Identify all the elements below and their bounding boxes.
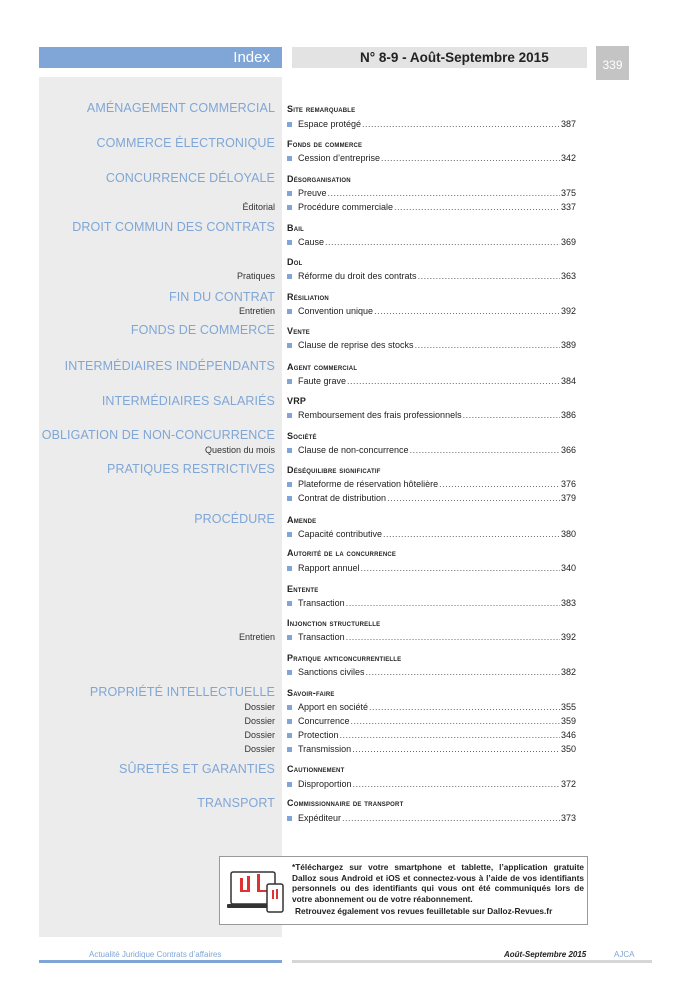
bullet-icon bbox=[287, 309, 292, 314]
promo-link-text: Retrouvez également vos revues feuilletable sur Dalloz-Revues.fr bbox=[295, 906, 553, 916]
index-entry bbox=[287, 714, 576, 728]
entry-page: 366 bbox=[560, 445, 576, 455]
dot-leader bbox=[366, 665, 560, 679]
index-entry bbox=[287, 742, 576, 756]
section-pratique-anticoncurrentielle: Pratique anticoncurrentielle bbox=[287, 653, 402, 663]
category-procedure: PROCÉDURE bbox=[194, 512, 275, 526]
dot-leader bbox=[347, 374, 560, 388]
index-entry bbox=[287, 700, 576, 714]
entry-text: Disproportion bbox=[298, 779, 352, 789]
entry-page: 392 bbox=[560, 306, 576, 316]
section-entente: Entente bbox=[287, 584, 319, 594]
index-entry bbox=[287, 527, 576, 541]
section-cautionnement: Cautionnement bbox=[287, 764, 345, 774]
dot-leader bbox=[361, 561, 560, 575]
bullet-icon bbox=[287, 482, 292, 487]
index-entry bbox=[287, 235, 576, 249]
bullet-icon bbox=[287, 379, 292, 384]
bullet-icon bbox=[287, 496, 292, 501]
category-obligation-non-concurrence: OBLIGATION DE NON-CONCURRENCE bbox=[41, 428, 275, 442]
bullet-icon bbox=[287, 566, 292, 571]
bullet-icon bbox=[287, 413, 292, 418]
entry-text: Cession d’entreprise bbox=[298, 153, 381, 163]
entry-page: 346 bbox=[560, 730, 576, 740]
category-transport: TRANSPORT bbox=[197, 796, 275, 810]
section-resiliation: Résiliation bbox=[287, 292, 329, 302]
index-entry bbox=[287, 630, 576, 644]
dot-leader bbox=[369, 700, 560, 714]
category-droit-commun-contrats: DROIT COMMUN DES CONTRATS bbox=[72, 220, 275, 234]
dot-leader bbox=[383, 527, 560, 541]
dot-leader bbox=[381, 151, 560, 165]
label-dossier: Dossier bbox=[244, 702, 275, 712]
section-agent-commercial: Agent commercial bbox=[287, 362, 358, 372]
footer-abbr: AJCA bbox=[614, 950, 635, 959]
dot-leader bbox=[352, 742, 560, 756]
footer-date: Août-Septembre 2015 bbox=[504, 950, 587, 959]
dot-leader bbox=[346, 630, 560, 644]
index-entry bbox=[287, 200, 576, 214]
bullet-icon bbox=[287, 782, 292, 787]
index-entry bbox=[287, 443, 576, 457]
bullet-icon bbox=[287, 670, 292, 675]
entry-text: Preuve bbox=[298, 188, 327, 198]
footer-journal: Actualité Juridique Contrats d’affaires bbox=[89, 950, 222, 959]
bullet-icon bbox=[287, 532, 292, 537]
index-entry bbox=[287, 304, 576, 318]
label-entretien: Entretien bbox=[238, 306, 275, 316]
dot-leader bbox=[394, 200, 560, 214]
index-entry bbox=[287, 491, 576, 505]
index-entry bbox=[287, 811, 576, 825]
entry-text: Apport en société bbox=[298, 702, 369, 712]
bullet-icon bbox=[287, 747, 292, 752]
entry-text: Faute grave bbox=[298, 376, 347, 386]
bullet-icon bbox=[287, 705, 292, 710]
bullet-icon bbox=[287, 274, 292, 279]
entry-text: Rapport annuel bbox=[298, 563, 360, 573]
section-injonction-structurelle: Injonction structurelle bbox=[287, 618, 381, 628]
bullet-icon bbox=[287, 122, 292, 127]
entry-text: Convention unique bbox=[298, 306, 374, 316]
bullet-icon bbox=[287, 635, 292, 640]
dot-leader bbox=[340, 728, 560, 742]
category-amenagement-commercial: AMÉNAGEMENT COMMERCIAL bbox=[86, 101, 275, 115]
entry-page: 376 bbox=[560, 479, 576, 489]
dot-leader bbox=[439, 477, 560, 491]
label-question-du-mois: Question du mois bbox=[204, 445, 275, 455]
entry-page: 355 bbox=[560, 702, 576, 712]
entry-text: Sanctions civiles bbox=[298, 667, 365, 677]
index-entry bbox=[287, 665, 576, 679]
entry-page: 369 bbox=[560, 237, 576, 247]
footer-bar-right bbox=[292, 960, 652, 963]
label-entretien: Entretien bbox=[238, 632, 275, 642]
section-dol: Dol bbox=[287, 257, 303, 267]
entry-text: Capacité contributive bbox=[298, 529, 383, 539]
entry-text: Clause de reprise des stocks bbox=[298, 340, 414, 350]
dot-leader bbox=[418, 269, 560, 283]
entry-page: 379 bbox=[560, 493, 576, 503]
index-entry bbox=[287, 561, 576, 575]
label-dossier: Dossier bbox=[244, 730, 275, 740]
bullet-icon bbox=[287, 719, 292, 724]
entry-page: 359 bbox=[560, 716, 576, 726]
entry-page: 363 bbox=[560, 271, 576, 281]
category-pratiques-restrictives: PRATIQUES RESTRICTIVES bbox=[107, 462, 275, 476]
entry-text: Plateforme de réservation hôtelière bbox=[298, 479, 439, 489]
label-dossier: Dossier bbox=[244, 744, 275, 754]
section-fonds-de-commerce: Fonds de commerce bbox=[287, 139, 363, 149]
category-intermediaires-salaries: INTERMÉDIAIRES SALARIÉS bbox=[101, 394, 275, 408]
index-entry bbox=[287, 186, 576, 200]
entry-text: Concurrence bbox=[298, 716, 350, 726]
bullet-icon bbox=[287, 240, 292, 245]
category-concurrence-deloyale: CONCURRENCE DÉLOYALE bbox=[105, 171, 275, 185]
bullet-icon bbox=[287, 205, 292, 210]
dot-leader bbox=[328, 186, 560, 200]
entry-page: 387 bbox=[560, 119, 576, 129]
section-commissionnaire-transport: Commissionnaire de transport bbox=[287, 798, 404, 808]
section-autorite-concurrence: Autorité de la concurrence bbox=[287, 548, 397, 558]
index-entry bbox=[287, 777, 576, 791]
category-fin-du-contrat: FIN DU CONTRAT bbox=[168, 290, 275, 304]
dot-leader bbox=[362, 117, 560, 131]
index-entry bbox=[287, 477, 576, 491]
section-savoir-faire: Savoir-faire bbox=[287, 688, 335, 698]
entry-page: 389 bbox=[560, 340, 576, 350]
index-header: Index bbox=[39, 47, 282, 68]
category-suretes-garanties: SÛRETÉS ET GARANTIES bbox=[119, 762, 275, 776]
issue-header: N° 8-9 - Août-Septembre 2015 bbox=[292, 47, 587, 68]
index-entry bbox=[287, 338, 576, 352]
entry-page: 384 bbox=[560, 376, 576, 386]
bullet-icon bbox=[287, 601, 292, 606]
index-entry bbox=[287, 728, 576, 742]
footer-bar-left bbox=[39, 960, 282, 963]
entry-text: Réforme du droit des contrats bbox=[298, 271, 417, 281]
dot-leader bbox=[346, 596, 560, 610]
section-vrp: VRP bbox=[287, 396, 307, 406]
entry-page: 392 bbox=[560, 632, 576, 642]
section-societe: Société bbox=[287, 431, 317, 441]
entry-text: Procédure commerciale bbox=[298, 202, 394, 212]
section-amende: Amende bbox=[287, 515, 317, 525]
bullet-icon bbox=[287, 733, 292, 738]
index-entry bbox=[287, 374, 576, 388]
category-fonds-de-commerce: FONDS DE COMMERCE bbox=[130, 323, 275, 337]
index-entry bbox=[287, 269, 576, 283]
entry-page: 383 bbox=[560, 598, 576, 608]
entry-text: Transmission bbox=[298, 744, 352, 754]
bullet-icon bbox=[287, 448, 292, 453]
bullet-icon bbox=[287, 816, 292, 821]
section-vente: Vente bbox=[287, 326, 311, 336]
label-dossier: Dossier bbox=[244, 716, 275, 726]
entry-text: Cause bbox=[298, 237, 325, 247]
entry-text: Espace protégé bbox=[298, 119, 362, 129]
dot-leader bbox=[351, 714, 560, 728]
entry-page: 342 bbox=[560, 153, 576, 163]
dot-leader bbox=[325, 235, 560, 249]
category-intermediaires-independants: INTERMÉDIAIRES INDÉPENDANTS bbox=[64, 359, 275, 373]
dot-leader bbox=[410, 443, 560, 457]
label-pratiques: Pratiques bbox=[236, 271, 275, 281]
entry-text: Transaction bbox=[298, 598, 345, 608]
entry-page: 337 bbox=[560, 202, 576, 212]
entry-page: 373 bbox=[560, 813, 576, 823]
dot-leader bbox=[342, 811, 560, 825]
label-editorial: Éditorial bbox=[242, 202, 275, 212]
entry-page: 382 bbox=[560, 667, 576, 677]
entry-text: Expéditeur bbox=[298, 813, 342, 823]
dot-leader bbox=[463, 408, 560, 422]
section-desequilibre-significatif: Déséquilibre significatif bbox=[287, 465, 381, 475]
bullet-icon bbox=[287, 156, 292, 161]
entry-page: 372 bbox=[560, 779, 576, 789]
entry-page: 350 bbox=[560, 744, 576, 754]
dot-leader bbox=[353, 777, 560, 791]
entry-text: Clause de non-concurrence bbox=[298, 445, 409, 455]
section-desorganisation: Désorganisation bbox=[287, 174, 351, 184]
entry-page: 375 bbox=[560, 188, 576, 198]
index-entry bbox=[287, 408, 576, 422]
entry-page: 386 bbox=[560, 410, 576, 420]
dot-leader bbox=[415, 338, 560, 352]
page-number: 339 bbox=[596, 46, 629, 80]
bullet-icon bbox=[287, 343, 292, 348]
entry-text: Remboursement des frais professionnels bbox=[298, 410, 462, 420]
bullet-icon bbox=[287, 191, 292, 196]
index-entry bbox=[287, 151, 576, 165]
section-site-remarquable: Site remarquable bbox=[287, 104, 356, 114]
index-entry bbox=[287, 596, 576, 610]
entry-text: Protection bbox=[298, 730, 339, 740]
dot-leader bbox=[374, 304, 560, 318]
category-propriete-intellectuelle: PROPRIÉTÉ INTELLECTUELLE bbox=[89, 685, 275, 699]
entry-page: 340 bbox=[560, 563, 576, 573]
devices-icon bbox=[227, 866, 287, 916]
entry-page: 380 bbox=[560, 529, 576, 539]
app-promo-box bbox=[219, 856, 588, 925]
entry-text: Contrat de distribution bbox=[298, 493, 387, 503]
category-commerce-electronique: COMMERCE ÉLECTRONIQUE bbox=[96, 136, 275, 150]
section-bail: Bail bbox=[287, 223, 304, 233]
dot-leader bbox=[387, 491, 560, 505]
promo-text: *Téléchargez sur votre smartphone et tablette, l’application gratuite Dalloz sous Android et iOS et connectez-vous à l’aide de vos identifiants personnels ou des identifiants qui vous ont été communiqués lors de votre abonnement ou de votre réabonnement. bbox=[292, 862, 584, 904]
entry-text: Transaction bbox=[298, 632, 345, 642]
index-entry bbox=[287, 117, 576, 131]
